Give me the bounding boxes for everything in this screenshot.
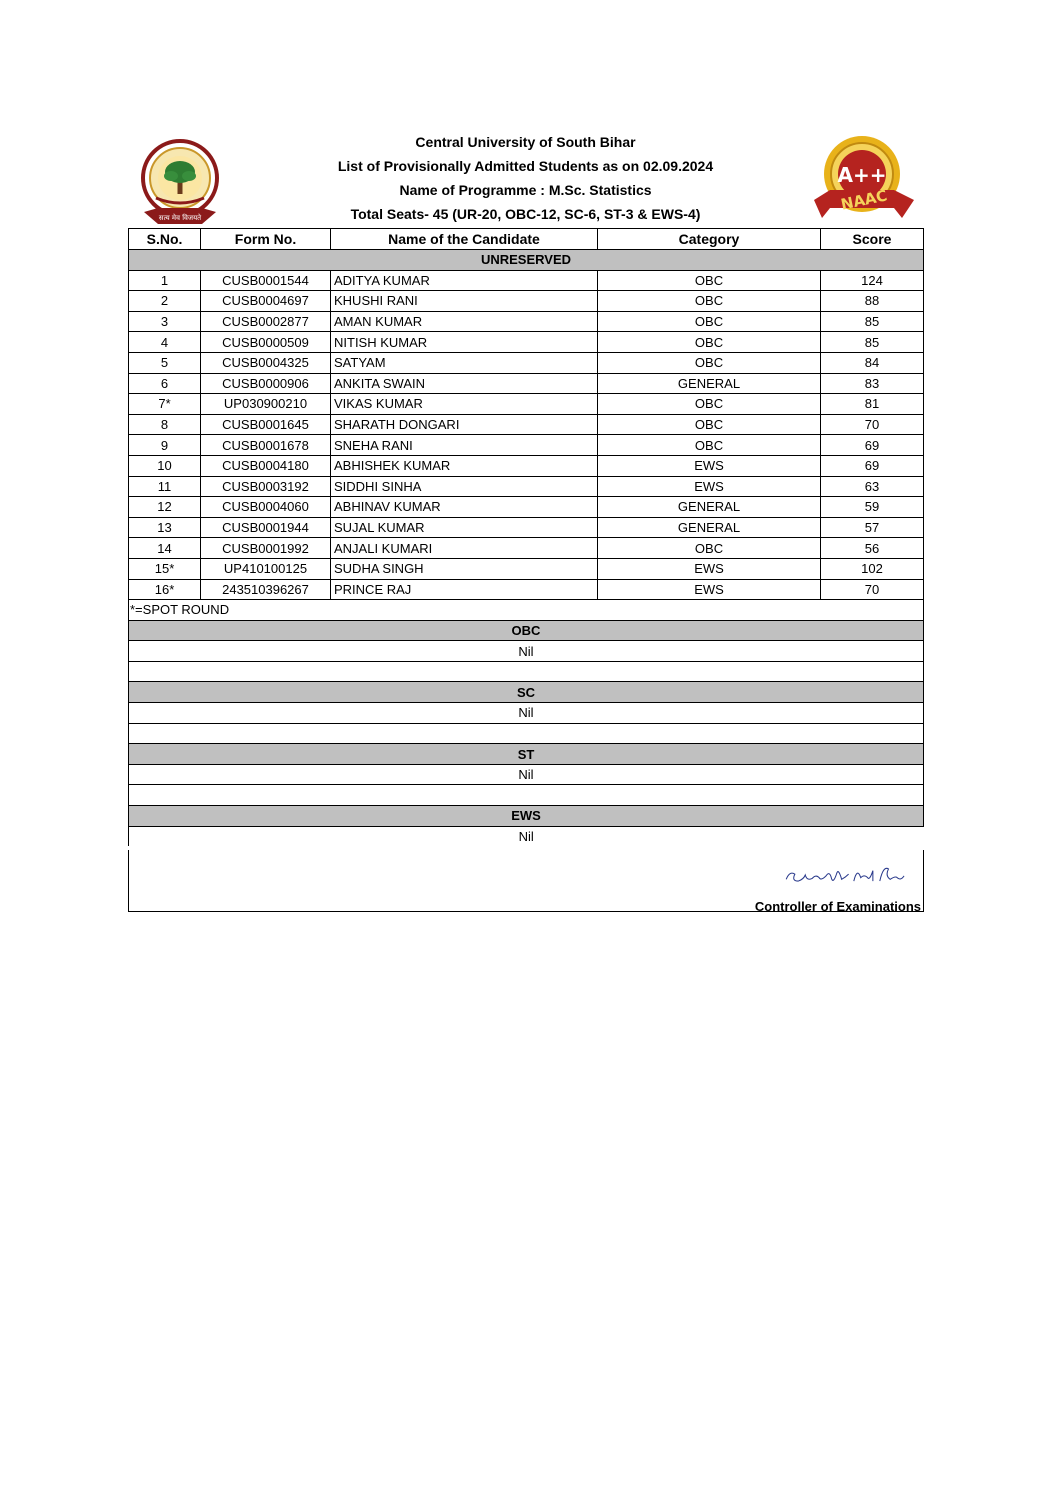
cell-score: 81 xyxy=(821,394,924,415)
cell-name: ANKITA SWAIN xyxy=(331,373,598,394)
col-header-score: Score xyxy=(821,229,924,250)
cell-category: EWS xyxy=(598,455,821,476)
section-row-unreserved xyxy=(129,250,924,271)
nil-row-sc xyxy=(129,703,924,724)
svg-text:NAAC: NAAC xyxy=(839,186,889,214)
cell-category: GENERAL xyxy=(598,517,821,538)
cell-name: SHARATH DONGARI xyxy=(331,414,598,435)
nil-text-sc: Nil xyxy=(129,703,924,724)
cell-sno: 16* xyxy=(129,579,201,600)
nil-text-obc: Nil xyxy=(129,641,924,662)
header-text-block xyxy=(128,130,923,226)
cell-score: 70 xyxy=(821,414,924,435)
cell-form: CUSB0001645 xyxy=(201,414,331,435)
signature-footer xyxy=(128,850,923,912)
table-row xyxy=(129,291,924,312)
cell-category: EWS xyxy=(598,558,821,579)
cell-form: CUSB0003192 xyxy=(201,476,331,497)
section-title-obc: OBC xyxy=(129,620,924,641)
col-header-category: Category xyxy=(598,229,821,250)
cell-score: 88 xyxy=(821,291,924,312)
cell-name: ABHISHEK KUMAR xyxy=(331,455,598,476)
nil-text-st: Nil xyxy=(129,764,924,785)
table-row xyxy=(129,558,924,579)
col-header-name: Name of the Candidate xyxy=(331,229,598,250)
cell-sno: 12 xyxy=(129,497,201,518)
table-header-row xyxy=(129,229,924,250)
cell-sno: 2 xyxy=(129,291,201,312)
spot-round-note-row xyxy=(129,600,924,621)
table-row xyxy=(129,352,924,373)
section-title-ews: EWS xyxy=(129,806,924,827)
table-row xyxy=(129,394,924,415)
table-row xyxy=(129,497,924,518)
nil-row-ews xyxy=(129,826,924,846)
signature-block xyxy=(741,862,921,914)
document-header xyxy=(128,130,923,228)
cell-sno: 10 xyxy=(129,455,201,476)
svg-text:A++: A++ xyxy=(837,163,887,187)
cell-name: SIDDHI SINHA xyxy=(331,476,598,497)
cell-category: OBC xyxy=(598,394,821,415)
cell-form: CUSB0001944 xyxy=(201,517,331,538)
cell-name: SNEHA RANI xyxy=(331,435,598,456)
cell-form: CUSB0004325 xyxy=(201,352,331,373)
university-name: Central University of South Bihar xyxy=(415,134,636,150)
cell-name: AMAN KUMAR xyxy=(331,311,598,332)
cell-score: 70 xyxy=(821,579,924,600)
cell-score: 102 xyxy=(821,558,924,579)
cell-form: CUSB0004060 xyxy=(201,497,331,518)
cell-score: 69 xyxy=(821,435,924,456)
nil-row-st xyxy=(129,764,924,785)
cell-form: CUSB0001992 xyxy=(201,538,331,559)
cell-sno: 14 xyxy=(129,538,201,559)
section-row-sc xyxy=(129,682,924,703)
cell-form: CUSB0000906 xyxy=(201,373,331,394)
cell-category: OBC xyxy=(598,291,821,312)
blank-row xyxy=(129,661,924,682)
blank-row xyxy=(129,723,924,744)
cell-category: OBC xyxy=(598,332,821,353)
cell-category: OBC xyxy=(598,352,821,373)
cell-form: CUSB0004697 xyxy=(201,291,331,312)
cell-form: 243510396267 xyxy=(201,579,331,600)
section-title-st: ST xyxy=(129,744,924,765)
cell-category: GENERAL xyxy=(598,497,821,518)
cell-score: 83 xyxy=(821,373,924,394)
cell-form: CUSB0001678 xyxy=(201,435,331,456)
cell-score: 63 xyxy=(821,476,924,497)
cell-category: OBC xyxy=(598,311,821,332)
section-title-sc: SC xyxy=(129,682,924,703)
cell-name: NITISH KUMAR xyxy=(331,332,598,353)
cell-sno: 4 xyxy=(129,332,201,353)
blank-cell xyxy=(129,661,924,682)
cell-score: 124 xyxy=(821,270,924,291)
blank-row xyxy=(129,785,924,806)
cell-sno: 8 xyxy=(129,414,201,435)
cell-name: SATYAM xyxy=(331,352,598,373)
cell-name: KHUSHI RANI xyxy=(331,291,598,312)
cell-score: 56 xyxy=(821,538,924,559)
cell-score: 69 xyxy=(821,455,924,476)
cell-score: 57 xyxy=(821,517,924,538)
admitted-students-table xyxy=(128,228,924,846)
controller-of-examinations: Controller of Examinations xyxy=(754,899,921,914)
total-seats: Total Seats- 45 (UR-20, OBC-12, SC-6, ST-3 & EWS-4) xyxy=(350,206,701,222)
cell-sno: 11 xyxy=(129,476,201,497)
spot-round-note: *=SPOT ROUND xyxy=(129,600,924,621)
col-header-form: Form No. xyxy=(201,229,331,250)
cell-category: EWS xyxy=(598,476,821,497)
svg-text:सत्य मेव विजयते: सत्य मेव विजयते xyxy=(158,214,202,222)
list-title: List of Provisionally Admitted Students as on 02.09.2024 xyxy=(337,158,714,174)
cell-name: SUJAL KUMAR xyxy=(331,517,598,538)
cell-form: CUSB0002877 xyxy=(201,311,331,332)
cell-name: ANJALI KUMARI xyxy=(331,538,598,559)
table-row xyxy=(129,517,924,538)
section-row-obc xyxy=(129,620,924,641)
cell-sno: 6 xyxy=(129,373,201,394)
cell-name: PRINCE RAJ xyxy=(331,579,598,600)
cell-sno: 1 xyxy=(129,270,201,291)
table-row xyxy=(129,332,924,353)
university-logo xyxy=(138,138,222,230)
blank-cell xyxy=(129,785,924,806)
programme-name: Name of Programme : M.Sc. Statistics xyxy=(399,182,652,198)
blank-cell xyxy=(129,723,924,744)
cell-sno: 13 xyxy=(129,517,201,538)
table-row xyxy=(129,579,924,600)
cell-form: UP030900210 xyxy=(201,394,331,415)
section-row-st xyxy=(129,744,924,765)
col-header-sno: S.No. xyxy=(129,229,201,250)
cell-category: OBC xyxy=(598,414,821,435)
table-row xyxy=(129,414,924,435)
table-row xyxy=(129,538,924,559)
cell-score: 85 xyxy=(821,332,924,353)
cell-form: CUSB0000509 xyxy=(201,332,331,353)
table-row xyxy=(129,455,924,476)
table-row xyxy=(129,476,924,497)
cell-category: GENERAL xyxy=(598,373,821,394)
nil-text-ews: Nil xyxy=(129,826,924,846)
cell-sno: 5 xyxy=(129,352,201,373)
cell-name: SUDHA SINGH xyxy=(331,558,598,579)
cell-score: 59 xyxy=(821,497,924,518)
cell-sno: 9 xyxy=(129,435,201,456)
cell-form: CUSB0004180 xyxy=(201,455,331,476)
cell-category: OBC xyxy=(598,538,821,559)
cell-form: UP410100125 xyxy=(201,558,331,579)
table-row xyxy=(129,311,924,332)
footer-right-border xyxy=(923,850,924,912)
cell-category: OBC xyxy=(598,270,821,291)
table-row xyxy=(129,270,924,291)
cell-sno: 15* xyxy=(129,558,201,579)
cell-sno: 3 xyxy=(129,311,201,332)
cell-score: 85 xyxy=(821,311,924,332)
cell-name: ABHINAV KUMAR xyxy=(331,497,598,518)
cell-form: CUSB0001544 xyxy=(201,270,331,291)
cell-name: VIKAS KUMAR xyxy=(331,394,598,415)
handwritten-signature xyxy=(771,862,921,888)
naac-badge xyxy=(810,134,918,226)
cell-sno: 7* xyxy=(129,394,201,415)
section-row-ews xyxy=(129,806,924,827)
cell-category: EWS xyxy=(598,579,821,600)
cell-category: OBC xyxy=(598,435,821,456)
cell-name: ADITYA KUMAR xyxy=(331,270,598,291)
table-row xyxy=(129,435,924,456)
section-title-unreserved: UNRESERVED xyxy=(129,250,924,271)
cell-score: 84 xyxy=(821,352,924,373)
nil-row-obc xyxy=(129,641,924,662)
table-row xyxy=(129,373,924,394)
